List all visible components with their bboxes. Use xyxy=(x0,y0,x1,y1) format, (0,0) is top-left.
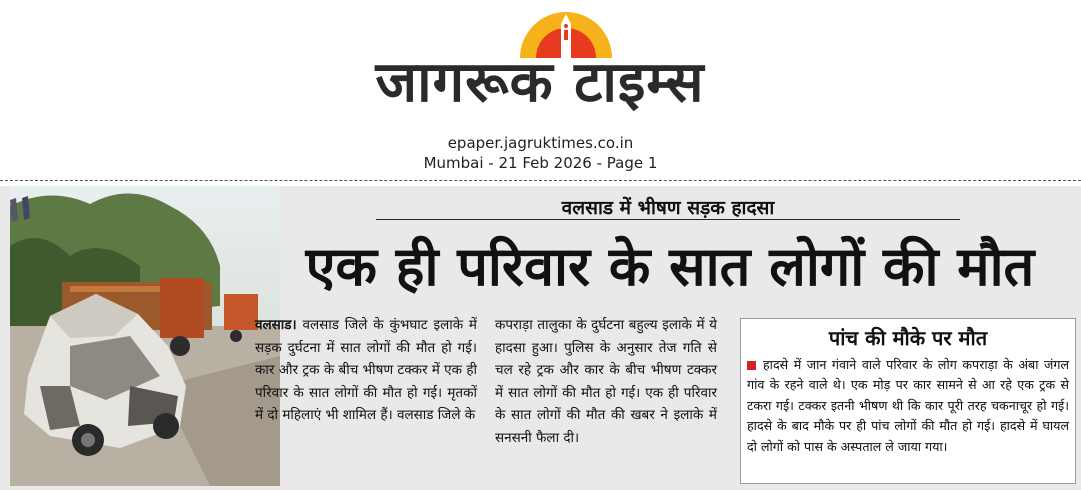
accident-photo xyxy=(10,186,280,486)
article-column-2 xyxy=(495,314,717,450)
epaper-url[interactable]: epaper.jagruktimes.co.in xyxy=(447,134,634,152)
column-1-text: वलसाड जिले के कुंभघाट इलाके में सड़क दुर्घटना में सात लोगों की मौत हो गई। कार और ट्रक के बीच भीषण टक्कर में एक ही परिवार के सात लोगों की मौत हो गई। मृतकों में दो महिलाएं भी शामिल हैं। वलसाड जिले के xyxy=(255,317,477,424)
article-column-1 xyxy=(255,314,477,427)
masthead xyxy=(0,0,1081,180)
sidebar-box-text-wrap xyxy=(747,355,1069,457)
column-2-text: कपराड़ा तालुका के दुर्घटना बहुल्य इलाके में ये हादसा हुआ। पुलिस के अनुसार तेज गति से चल रहे ट्रक और कार के बीच भीषण टक्कर में सात लोगों की मौत हो गई। एक ही परिवार के सात लोगों की मौत की खबर ने इलाके में सनसनी फैला दी। xyxy=(495,317,717,446)
red-square-bullet-icon xyxy=(747,361,756,370)
edition-info xyxy=(0,133,1081,173)
accident-scene-image xyxy=(10,186,280,486)
clipping-cut-line xyxy=(0,180,1081,181)
sidebar-box-text: हादसे में जान गंवाने वाले परिवार के लोग कपराड़ा के अंबा जंगल गांव के रहने वाले थे। एक मोड़ पर कार सामने से आ रहे एक ट्रक से टकरा गई। टक्कर इतनी भीषण थी कि कार पूरी तरह चकनाचूर हो गई। हादसे के बाद मौके पर ही पांच लोगों की मौत हो गई। हादसे में घायल दो लोगों को पास के अस्पताल ले जाया गया। xyxy=(747,357,1069,454)
kicker-underline xyxy=(376,219,960,220)
main-headline: एक ही परिवार के सात लोगों की मौत xyxy=(305,234,1035,298)
kicker-heading: वलसाड में भीषण सड़क हादसा xyxy=(561,197,775,219)
sidebar-box-title: पांच की मौके पर मौत xyxy=(828,326,988,350)
newspaper-logo: जागरूक टाइम्स xyxy=(375,50,705,115)
sidebar-box xyxy=(740,318,1076,484)
dateline: वलसाड। xyxy=(255,317,297,333)
edition-date-page: Mumbai - 21 Feb 2026 - Page 1 xyxy=(423,154,658,172)
